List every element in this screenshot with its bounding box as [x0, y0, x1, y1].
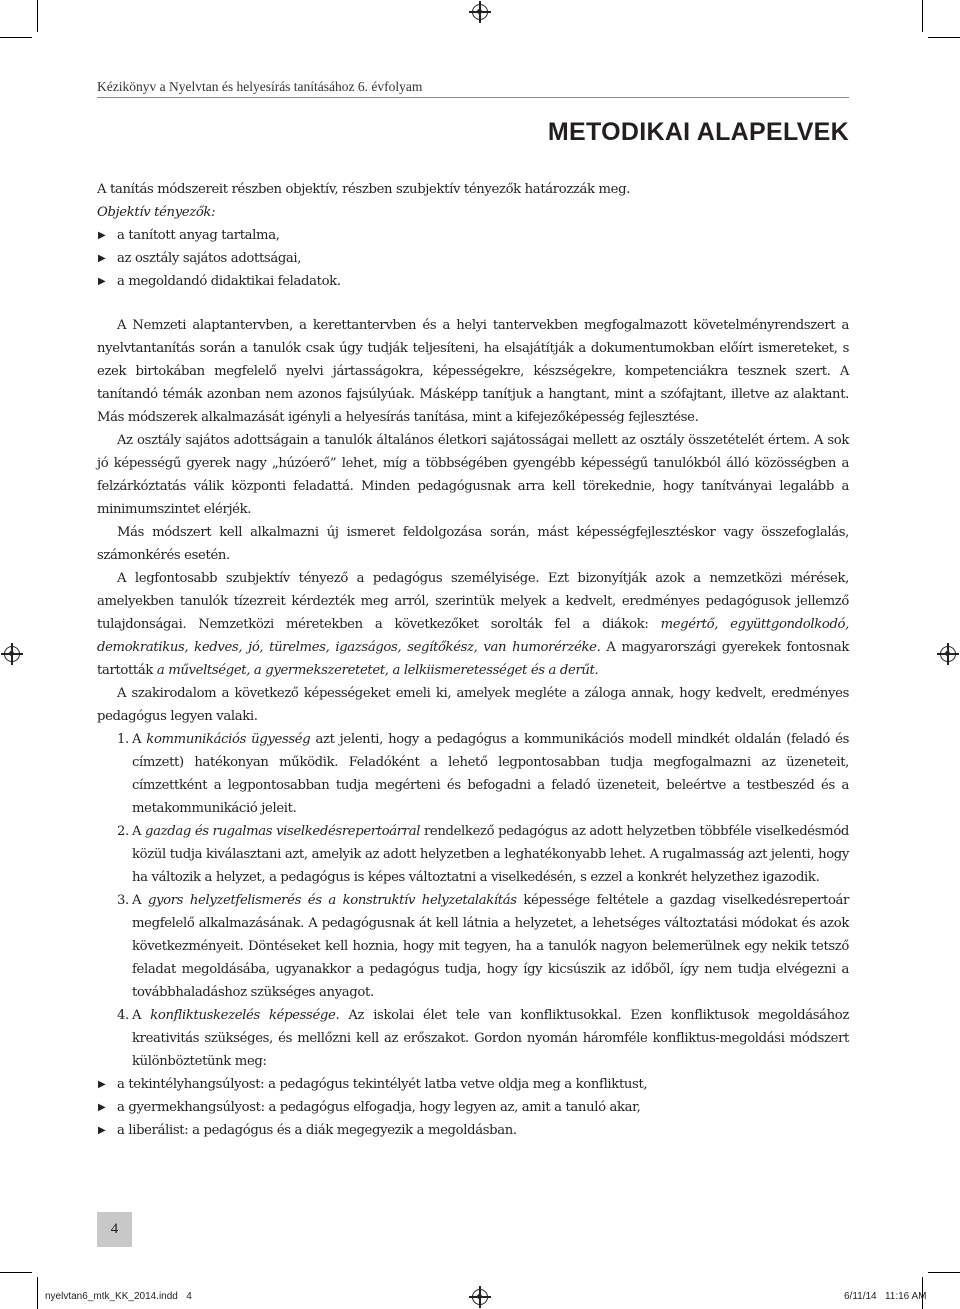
list-item: ▶ a liberálist: a pedagógus és a diák megegyezik a megoldásban. — [97, 1119, 849, 1142]
crop-mark — [37, 1277, 38, 1309]
conflict-method-list — [97, 1073, 849, 1142]
page-title: METODIKAI ALAPELVEK — [547, 118, 849, 146]
list-item: 1. A kommunikációs ügyesség azt jelenti, hogy a pedagógus a kommunikációs modell mindkét oldalán (feladó és címzett) hatékonyan működik. Feladóként a lehető legpontosabban tudja megfogalmazni az üzeneteit, címzettként a legpontosabban tudja megérteni és befogadni a feladó üzeneteit, beleértve a testbeszéd és a metakommunikáció jeleit. — [117, 732, 849, 816]
registration-mark-icon — [472, 1289, 488, 1305]
page-body — [97, 178, 849, 1142]
running-header: Kézikönyv a Nyelvtan és helyesírás tanításához 6. évfolyam — [97, 79, 423, 94]
list-item: ▶ a tekintélyhangsúlyost: a pedagógus tekintélyét latba vetve oldja meg a konfliktust, — [97, 1073, 849, 1096]
registration-mark-icon — [940, 646, 956, 662]
list-item: 3. A gyors helyzetfelismerés és a konstruktív helyzetalakítás képessége feltétele a gazdag viselkedésrepertoár megfelelő alkalmazásának. A pedagógusnak át kell látnia a helyzetet, a lehetséges változtatási módokat és azok következményeit. Döntéseket kell hoznia, hogy mit tegyen, ha a tanulók nagyon belemerülnek egy nekik tetsző feladat megoldásába, ugyanakkor a pedagógus tudja, hogy így kicsúszik az időből, így nem tudja elvégezni a továbbhaladáshoz szükséges anyagot. — [117, 893, 849, 1000]
paragraph: Az osztály sajátos adottságain a tanulók általános életkori sajátosságai mellett az osztály összetételét értem. A sok jó képességű gyerek nagy „húzóerő” lehet, míg a többségében gyengébb képességű tanulókból álló közösségben a felzárkóztatás válik központi feladattá. Minden pedagógusnak arra kell törekednie, hogy tanítványai legalább a minimumszintet elérjék. — [97, 433, 849, 517]
crop-mark — [928, 37, 960, 38]
header-rule — [97, 97, 849, 98]
paragraph: A legfontosabb szubjektív tényező a pedagógus személyisége. Ezt bizonyítják azok a nemzetközi mérések, amelyekben tanulók tízezreit kérdezték meg arról, szerintük melyek a kedvelt, eredményes pedagógusok jellemző tulajdonságai. Nemzetközi méretekben a következőket sorolták fel a diákok: megértő, együttgondolkodó, demokratikus, kedves, jó, türelmes, igazságos, segítőkész, van humorérzéke. A magyarországi gyerekek fontosnak tartották a műveltséget, a gyermekszeretetet, a lelkiismeretességet és a derűt. — [97, 571, 849, 678]
crop-mark — [0, 1272, 32, 1273]
crop-mark — [0, 37, 32, 38]
spacer — [97, 293, 849, 314]
registration-mark-icon — [4, 646, 20, 662]
crop-mark — [922, 0, 923, 32]
paragraph: A szakirodalom a következő képességeket emeli ki, amelyek megléte a záloga annak, hogy kedvelt, eredményes pedagógus legyen valaki. — [97, 686, 849, 724]
list-item: ▶ a gyermekhangsúlyost: a pedagógus elfogadja, hogy legyen az, amit a tanuló akar, — [97, 1096, 849, 1119]
slug-filename: nyelvtan6_mtk_KK_2014.indd 4 — [45, 1291, 192, 1302]
objective-label: Objektív tényezők: — [97, 205, 216, 220]
registration-mark-icon — [472, 4, 488, 20]
page-number: 4 — [97, 1212, 132, 1247]
objective-list — [97, 224, 849, 293]
crop-mark — [928, 1272, 960, 1273]
list-item: 2. A gazdag és rugalmas viselkedésrepertoárral rendelkező pedagógus az adott helyzetben többféle viselkedésmód közül tudja kiválasztani azt, amelyik az adott helyzetben a leghatékonyabb lehet. A rugalmasság azt jelenti, hogy ha változik a helyzet, a pedagógus is képes változtatni a viselkedésén, s ezzel a konkrét helyzethez igazodik. — [117, 824, 850, 885]
intro-line: A tanítás módszereit részben objektív, részben szubjektív tényezők határozzák meg. — [97, 182, 631, 197]
paragraph: Más módszert kell alkalmazni új ismeret feldolgozása során, mást képességfejlesztéskor vagy összefoglalás, számonkérés esetén. — [97, 525, 849, 563]
list-item: ▶ a tanított anyag tartalma, — [97, 224, 849, 247]
paragraph: A Nemzeti alaptantervben, a kerettantervben és a helyi tantervekben megfogalmazott követelményrendszert a nyelvtantanítás során a tanulók csak úgy tudják teljesíteni, ha elsajátítják a dokumentumokban előírt ismereteket, s ezek birtokában megfelelő nyelvi jártasságokra, képességekre, készségekre, kompetenciákra tesznek szert. A tanítandó témák azonban nem azonos fajsúlyúak. Másképp tanítjuk a hangtant, mint a szófajtant, illetve az alaktant. Más módszerek alkalmazását igényli a helyesírás tanítása, mint a kifejezőképesség fejlesztése. — [97, 318, 849, 425]
list-item: 4. A konfliktuskezelés képessége. Az iskolai élet tele van konfliktusokkal. Ezen konfliktusok megoldásához kreativitás szükséges, és mellőzni kell az erőszakot. Gordon nyomán háromféle konfliktus-megoldási módszert különböztetünk meg: — [117, 1008, 849, 1069]
slug-datetime: 6/11/14 11:16 AM — [844, 1291, 927, 1302]
crop-mark — [37, 0, 38, 32]
list-item: ▶ a megoldandó didaktikai feladatok. — [97, 270, 849, 293]
abilities-list — [97, 728, 849, 1073]
list-item: ▶ az osztály sajátos adottságai, — [97, 247, 849, 270]
